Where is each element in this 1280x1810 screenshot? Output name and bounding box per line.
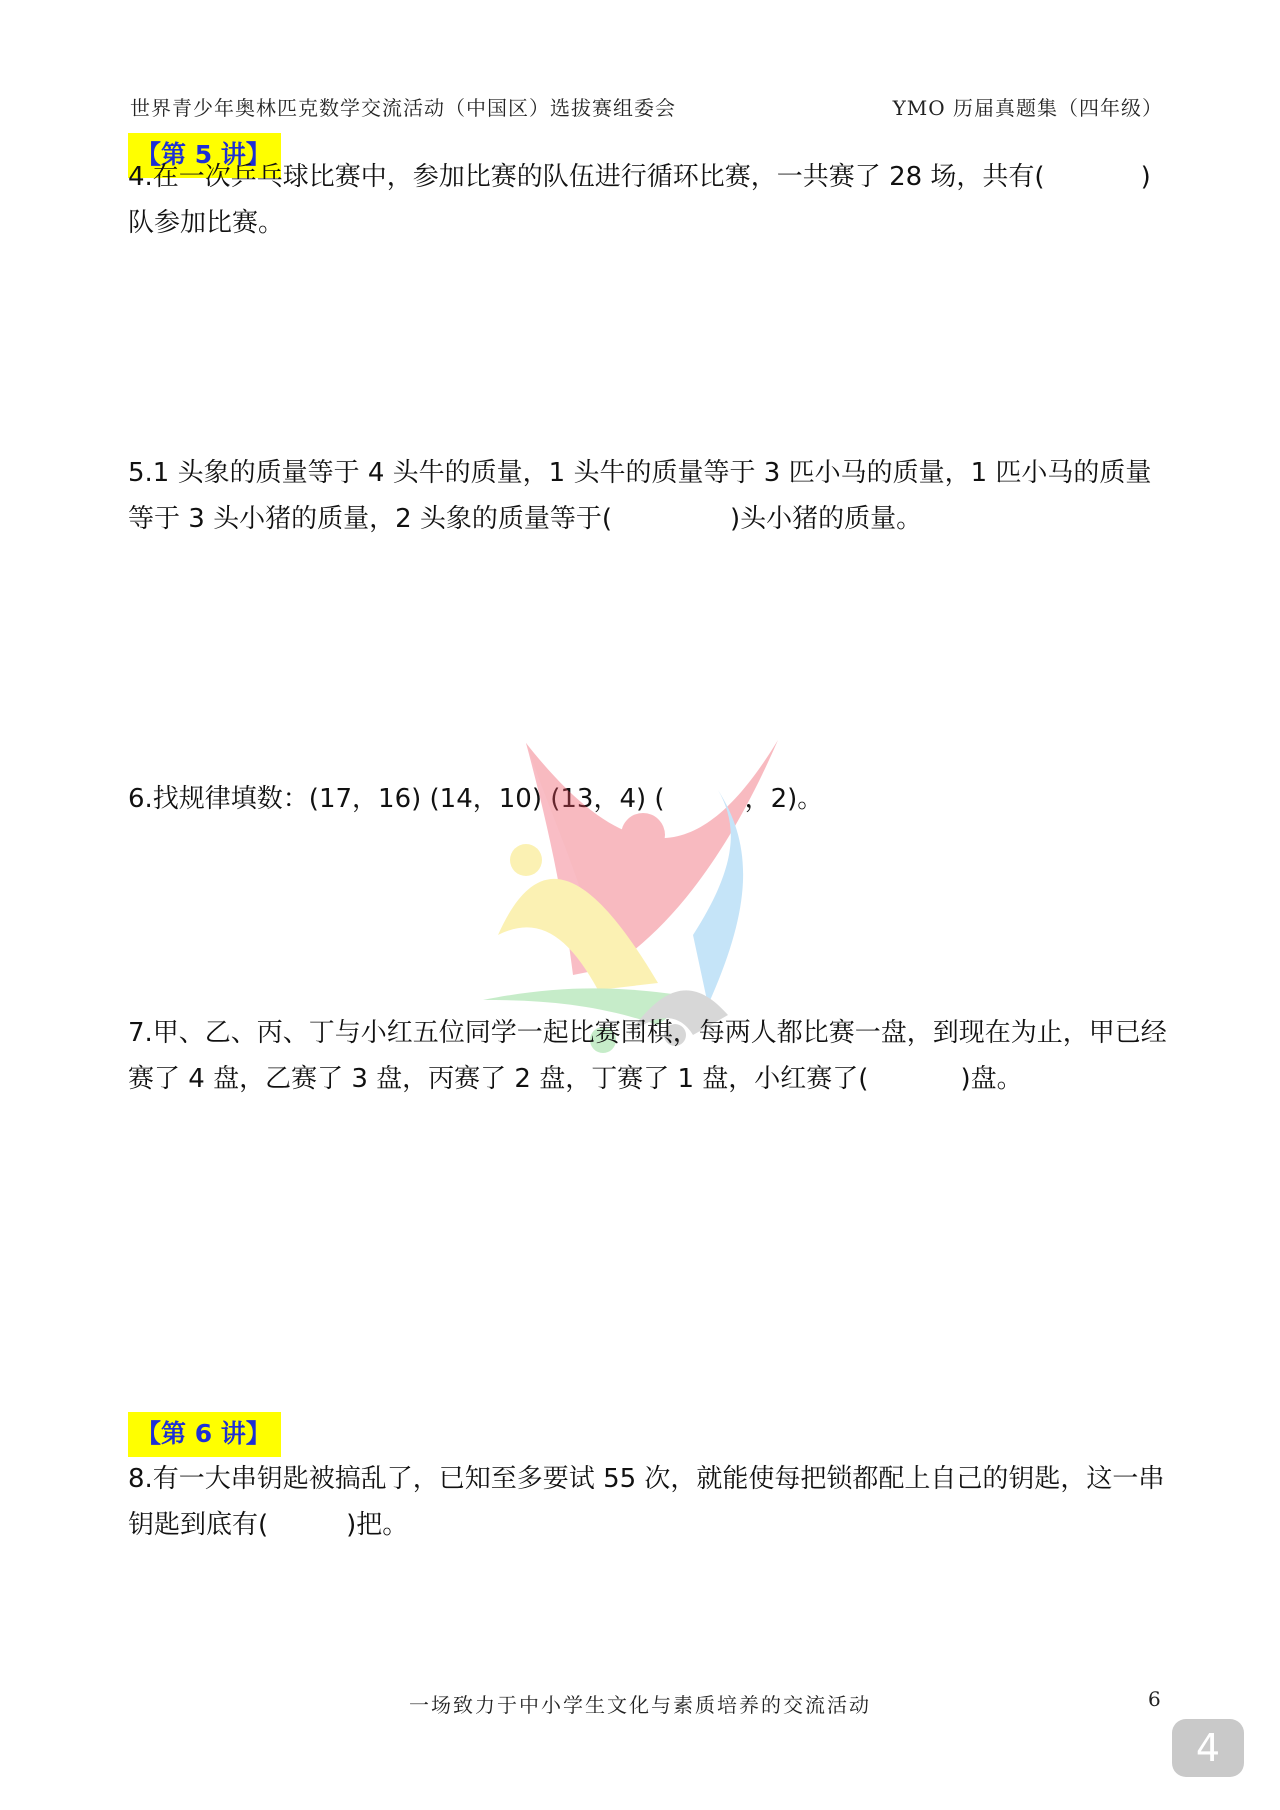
question-text: 4.在一次乒乓球比赛中，参加比赛的队伍进行循环比赛，一共赛了 28 场，共有( xyxy=(128,162,1045,192)
question-text: )头小猪的质量。 xyxy=(730,504,923,534)
question-5 xyxy=(128,450,1168,542)
question-4 xyxy=(128,154,1168,246)
question-text: )队参加比赛。 xyxy=(128,162,1151,238)
question-text: 6.找规律填数：(17，16) (14，10) (13，4) ( xyxy=(128,784,665,814)
question-text: 5.1 头象的质量等于 4 头牛的质量，1 头牛的质量等于 3 匹小马的质量，1 匹小马的质量等于 3 头小猪的质量，2 头象的质量等于( xyxy=(128,458,1152,534)
header-collection-title: YMO 历届真题集（四年级） xyxy=(892,96,1163,120)
question-text: )把。 xyxy=(346,1510,409,1540)
logo-watermark xyxy=(478,735,798,1055)
question-text: )盘。 xyxy=(960,1064,1023,1094)
footer-slogan: 一场致力于中小学生文化与素质培养的交流活动 xyxy=(409,1693,871,1717)
question-text: 8.有一大串钥匙被搞乱了，已知至多要试 55 次，就能使每把锁都配上自己的钥匙，这一串钥匙到底有( xyxy=(128,1464,1165,1540)
question-text: ，2)。 xyxy=(744,784,824,814)
question-8 xyxy=(128,1456,1168,1548)
page-badge[interactable]: 4 xyxy=(1172,1719,1244,1777)
lecture-tag-6: 【第 6 讲】 xyxy=(128,1412,281,1457)
header-organizer: 世界青少年奥林匹克数学交流活动（中国区）选拔赛组委会 xyxy=(130,96,676,120)
lecture-tag-5: 【第 5 讲】 xyxy=(128,133,281,178)
question-text: 7.甲、乙、丙、丁与小红五位同学一起比赛围棋，每两人都比赛一盘，到现在为止，甲已经赛了 4 盘，乙赛了 3 盘，丙赛了 2 盘，丁赛了 1 盘，小红赛了( xyxy=(128,1018,1167,1094)
question-7 xyxy=(128,1010,1168,1102)
page-number: 6 xyxy=(1148,1687,1161,1711)
